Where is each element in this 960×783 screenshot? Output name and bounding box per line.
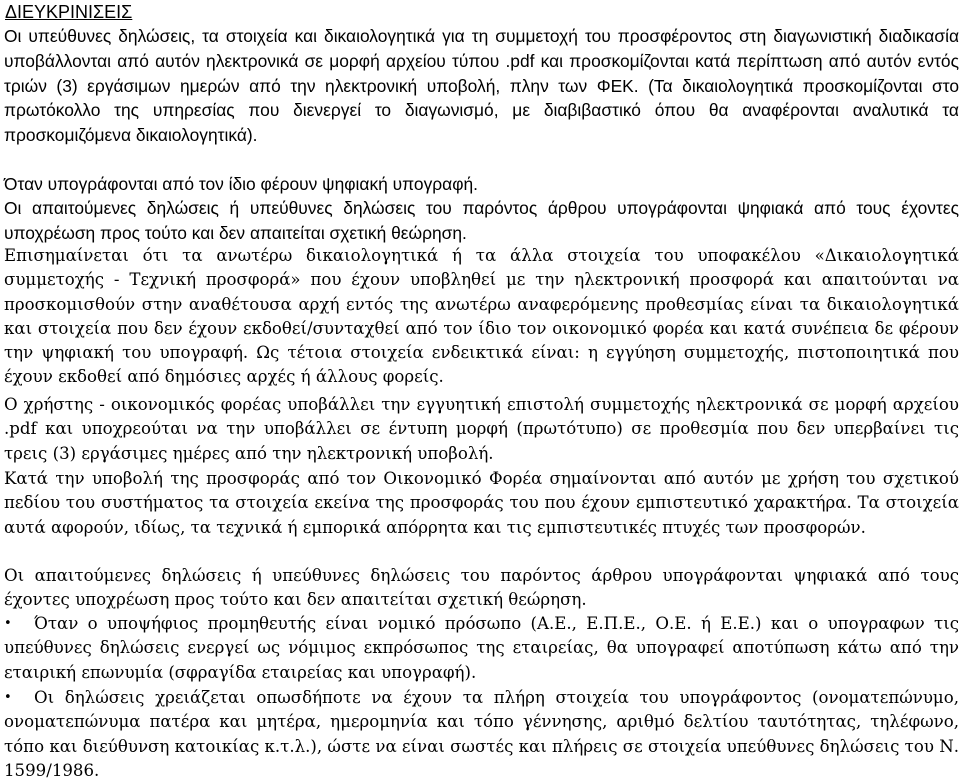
- paragraph-submission: Οι υπεύθυνες δηλώσεις, τα στοιχεία και δικαιολογητικά για τη συμμετοχή του προσφέροντος στη διαγωνιστική διαδικασία υποβάλλονται από αυτόν ηλεκτρονικά σε μορφή αρχείου τύπου .pdf και προσκομίζονται κατά περίπτωση από αυτόν εντός τριών (3) εργάσιμων ημερών από την ηλεκτρονική υποβολή, πλην των ΦΕΚ. (Τα δικαιολογητικά προσκομίζονται στο πρωτόκολλο της υπηρεσίας που διενεργεί το διαγωνισμό, με διαβιβαστικό όπου θα αναφέρονται αναλυτικά τα προσκομιζόμενα δικαιολογητικά).: [4, 26, 959, 146]
- bullet-item-declaration-details: [4, 686, 959, 783]
- paragraph-declarations-signed: Οι απαιτούμενες δηλώσεις ή υπεύθυνες δηλώσεις του παρόντος άρθρου υπογράφονται ψηφιακά από τους έχοντες υποχρέωση προς τούτο και δεν απαιτείται σχετική θεώρηση.: [4, 198, 959, 243]
- bullet-text: Όταν ο υποψήφιος προμηθευτής είναι νομικό πρόσωπο (Α.Ε., Ε.Π.Ε., Ο.Ε. ή Ε.Ε.) και ο υπογραφων τις υπεύθυνες δηλώσεις ενεργεί ως νόμιμος εκπρόσωπος της εταιρείας, θα υπογραφεί αποτύπωση κάτω από την εταιρική επωνυμία (σφραγίδα εταιρείας και υπογραφή).: [4, 614, 959, 682]
- paragraph-required-documents: Επισημαίνεται ότι τα ανωτέρω δικαιολογητικά ή τα άλλα στοιχεία του υποφακέλου «Δικαιολογητικά συμμετοχής - Τεχνική προσφορά» που έχουν υποβληθεί με την ηλεκτρονική προσφορά και απαιτούνται να προσκομισθούν στην αναθέτουσα αρχή εντός της ανωτέρω αναφερόμενης προθεσμίας είναι τα δικαιολογητικά και στοιχεία που δεν έχουν εκδοθεί/συνταχθεί από τον ίδιο τον οικονομικό φορέα και κατά συνέπεια δε φέρουν την ψηφιακή του υπογραφή. Ως τέτοια στοιχεία ενδεικτικά είναι: η εγγύηση συμμετοχής, πιστοποιητικά που έχουν εκδοθεί από δημόσιες αρχές ή άλλους φορείς.: [4, 246, 959, 387]
- paragraph-confidential-data: Κατά την υποβολή της προσφοράς από τον Οικονομικό Φορέα σημαίνονται από αυτόν με χρήση του σχετικού πεδίου του συστήματος τα στοιχεία εκείνα της προσφοράς του που έχουν εμπιστευτικό χαρακτήρα. Τα στοιχεία αυτά αφορούν, ιδίως, τα τεχνικά ή εμπορικά απόρρητα και τις εμπιστευτικές πτυχές των προσφορών.: [4, 469, 959, 537]
- bullet-mark: •: [4, 690, 12, 705]
- bullet-item-legal-entity: [4, 612, 959, 685]
- paragraph-guarantee-letter: Ο χρήστης - οικονομικός φορέας υποβάλλει την εγγυητική επιστολή συμμετοχής ηλεκτρονικά σε μορφή αρχείου .pdf και υποχρεούται να την υποβάλλει σε έντυπη μορφή (πρωτότυπο) σε προθεσμία που δεν υπερβαίνει τις τρεις (3) εργάσιμες ημέρες από την ηλεκτρονική υποβολή.: [4, 395, 959, 463]
- paragraph-declarations-repeat: Οι απαιτούμενες δηλώσεις ή υπεύθυνες δηλώσεις του παρόντος άρθρου υπογράφονται ψηφιακά από τους έχοντες υποχρέωση προς τούτο και δεν απαιτείται σχετική θεώρηση.: [4, 566, 959, 610]
- document-heading: ΔΙΕΥΚΡΙΝΙΣΕΙΣ: [5, 2, 133, 22]
- bullet-text: Οι δηλώσεις χρειάζεται οπωσδήποτε να έχουν τα πλήρη στοιχεία του υπογράφοντος (ονοματεπώνυμο, ονοματεπώνυμα πατέρα και μητέρα, ημερομηνία και τόπο γέννησης, αριθμό δελτίου ταυτότητας, τηλέφωνο, τόπο και διεύθυνση κατοικίας κ.τ.λ.), ώστε να είναι σωστές και πλήρεις σε στοιχεία υπεύθυνες δηλώσεις του Ν. 1599/1986.: [4, 688, 959, 780]
- paragraph-digital-signature: Όταν υπογράφονται από τον ίδιο φέρουν ψηφιακή υπογραφή.: [4, 174, 479, 194]
- bullet-mark: •: [4, 616, 12, 631]
